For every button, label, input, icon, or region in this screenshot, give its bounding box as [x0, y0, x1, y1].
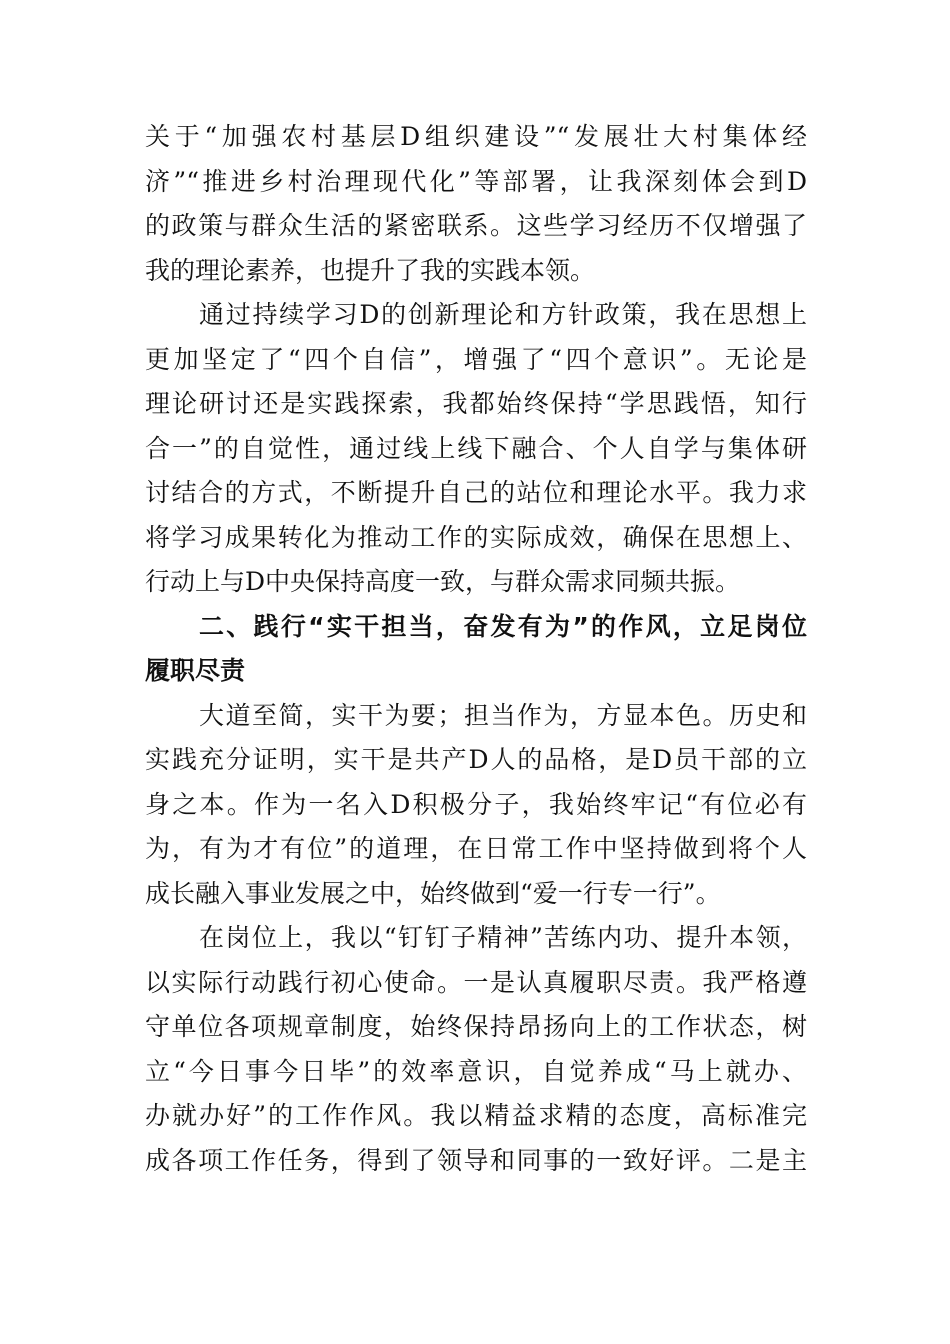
- text-line: 以实际行动践行初心使命。一是认真履职尽责。我严格遵: [145, 967, 807, 997]
- document-page: [145, 115, 807, 1183]
- heading-line: 二、践行“实干担当，奋发有为”的作风，立足岗位: [199, 611, 807, 641]
- text-line: 关于“加强农村基层D组织建设”“发展壮大村集体经: [145, 122, 807, 151]
- text-line: 通过持续学习D的创新理论和方针政策，我在思想上: [199, 300, 807, 329]
- text-line: 更加坚定了“四个自信”，增强了“四个意识”。无论是: [145, 344, 807, 374]
- paragraph-ideological-firmness: [145, 293, 807, 605]
- text-line: 的政策与群众生活的紧密联系。这些学习经历不仅增强了: [145, 211, 807, 240]
- text-line: 大道至简，实干为要；担当作为，方显本色。历史和: [199, 700, 807, 730]
- text-line: 身之本。作为一名入D积极分子，我始终牢记“有位必有: [145, 789, 807, 819]
- text-line: 成长融入事业发展之中，始终做到“爱一行专一行”。: [145, 878, 721, 908]
- text-line: 将学习成果转化为推动工作的实际成效，确保在思想上、: [145, 522, 807, 552]
- text-line: 讨结合的方式，不断提升自己的站位和理论水平。我力求: [145, 478, 807, 507]
- text-line: 济”“推进乡村治理现代化”等部署，让我深刻体会到D: [145, 166, 807, 196]
- paragraph-job-performance: [145, 916, 807, 1183]
- text-line: 合一”的自觉性，通过线上线下融合、个人自学与集体研: [145, 433, 807, 463]
- text-line: 办就办好”的工作作风。我以精益求精的态度，高标准完: [145, 1101, 807, 1130]
- text-line: 成各项工作任务，得到了领导和同事的一致好评。二是主: [145, 1145, 807, 1175]
- text-line: 为，有为才有位”的道理，在日常工作中坚持做到将个人: [145, 834, 807, 863]
- text-line: 守单位各项规章制度，始终保持昂扬向上的工作状态，树: [145, 1012, 807, 1041]
- text-line: 理论研讨还是实践探索，我都始终保持“学思践悟，知行: [145, 389, 807, 418]
- text-line: 实践充分证明，实干是共产D人的品格，是D员干部的立: [145, 745, 807, 774]
- section-heading-two: [145, 605, 807, 694]
- heading-line: 履职尽责: [145, 656, 246, 685]
- text-line: 在岗位上，我以“钉钉子精神”苦练内功、提升本领，: [199, 923, 807, 952]
- text-line: 立“今日事今日毕”的效率意识，自觉养成“马上就办、: [145, 1056, 807, 1086]
- text-line: 行动上与D中央保持高度一致，与群众需求同频共振。: [145, 567, 741, 596]
- text-line: 我的理论素养，也提升了我的实践本领。: [145, 255, 596, 285]
- paragraph-learning-summary: [145, 115, 807, 293]
- paragraph-practical-work: [145, 694, 807, 917]
